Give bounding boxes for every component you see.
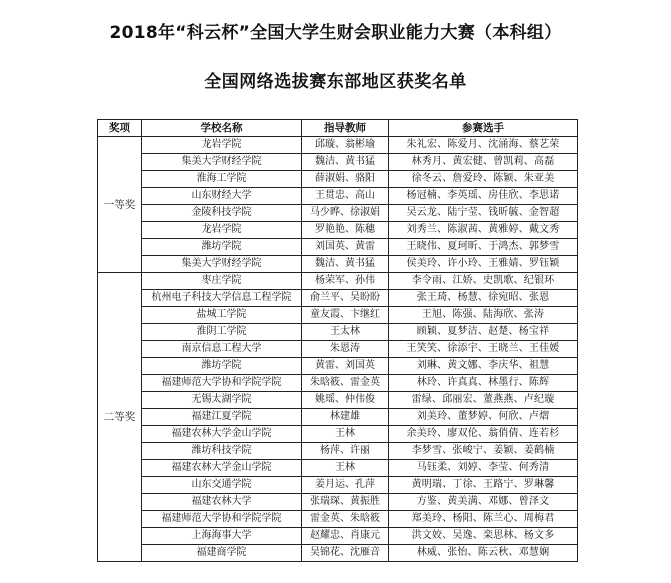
players-cell: 方鉴、黄美满、邓娜、曾泽文 — [389, 494, 578, 511]
table-row — [98, 477, 578, 494]
teachers-cell: 雷金英、朱晗筱 — [302, 511, 389, 528]
players-cell: 李梦雪、张峻宁、姜颖、姜鹤楠 — [389, 443, 578, 460]
players-cell: 杨冠楠、李英瑶、房佳欣、李思诺 — [389, 188, 578, 205]
teachers-cell: 王贯忠、高山 — [302, 188, 389, 205]
school-name-cell: 集美大学财经学院 — [142, 256, 302, 273]
teachers-cell: 邱璇、翁彬瑜 — [302, 137, 389, 154]
table-row — [98, 307, 578, 324]
teachers-cell: 王林 — [302, 460, 389, 477]
table-row — [98, 239, 578, 256]
players-cell: 刘琳、黄文娜、李庆华、祖慧 — [389, 358, 578, 375]
table-row — [98, 392, 578, 409]
players-cell: 林威、张怡、陈云秋、邓慧娴 — [389, 545, 578, 562]
teachers-cell: 罗艳艳、陈穗 — [302, 222, 389, 239]
table-row — [98, 409, 578, 426]
teachers-cell: 魏洁、黄书猛 — [302, 154, 389, 171]
players-cell: 王晓伟、夏珂昕、于鸿杰、郭梦雪 — [389, 239, 578, 256]
table-row — [98, 443, 578, 460]
school-name-cell: 盐城工学院 — [142, 307, 302, 324]
teachers-cell: 张瑞琛、黄振胜 — [302, 494, 389, 511]
teachers-cell: 姚瑶、仲伟俊 — [302, 392, 389, 409]
table-row — [98, 324, 578, 341]
players-cell: 郑美玲、杨阳、陈兰心、周梅君 — [389, 511, 578, 528]
school-name-cell: 淮阴工学院 — [142, 324, 302, 341]
teachers-cell: 朱恩涛 — [302, 341, 389, 358]
players-cell: 李令雨、江娇、史凯歌、纪银环 — [389, 273, 578, 290]
school-name-cell: 枣庄学院 — [142, 273, 302, 290]
table-row — [98, 154, 578, 171]
players-cell: 余美玲、廖双伦、翁俏倩、连若杉 — [389, 426, 578, 443]
document-title: 2018年“科云杯”全国大学生财会职业能力大赛（本科组） — [109, 23, 562, 43]
players-cell: 刘秀兰、陈淑茜、黄雅婷、戴文秀 — [389, 222, 578, 239]
table-row — [98, 188, 578, 205]
table-row — [98, 256, 578, 273]
players-cell: 黄明瑞、丁徐、王路宁、罗琳馨 — [389, 477, 578, 494]
column-header-award: 奖项 — [98, 120, 142, 137]
school-name-cell: 龙岩学院 — [142, 222, 302, 239]
school-name-cell: 潍坊学院 — [142, 239, 302, 256]
teachers-cell: 林建雄 — [302, 409, 389, 426]
teachers-cell: 朱晗筱、雷金英 — [302, 375, 389, 392]
table-row — [98, 205, 578, 222]
table-row — [98, 341, 578, 358]
school-name-cell: 福建师范大学协和学院学院 — [142, 511, 302, 528]
players-cell: 林秀月、黄宏健、曾凯莉、高磊 — [389, 154, 578, 171]
players-cell: 王笑笑、徐添宇、王晓兰、王佳媛 — [389, 341, 578, 358]
awards-table — [97, 119, 578, 562]
players-cell: 徐冬云、詹爱玲、陈颖、朱亚美 — [389, 171, 578, 188]
document-subtitle: 全国网络选拔赛东部地区获奖名单 — [204, 72, 467, 92]
table-row — [98, 545, 578, 562]
teachers-cell: 薛淑娟、骆阳 — [302, 171, 389, 188]
teachers-cell: 王林 — [302, 426, 389, 443]
table-row — [98, 273, 578, 290]
players-cell: 刘美玲、董梦婷、何欣、卢熠 — [389, 409, 578, 426]
players-cell: 洪文姣、吴逸、栾思林、杨文多 — [389, 528, 578, 545]
school-name-cell: 潍坊学院 — [142, 358, 302, 375]
players-cell: 林玲、许真真、林墨行、陈辉 — [389, 375, 578, 392]
school-name-cell: 杭州电子科技大学信息工程学院 — [142, 290, 302, 307]
teachers-cell: 吴锦花、沈雁音 — [302, 545, 389, 562]
awards-table-body — [98, 137, 578, 562]
teachers-cell: 俞兰平、吴盼盼 — [302, 290, 389, 307]
school-name-cell: 福建商学院 — [142, 545, 302, 562]
school-name-cell: 龙岩学院 — [142, 137, 302, 154]
table-row — [98, 375, 578, 392]
award-level-cell: 二等奖 — [98, 273, 142, 562]
teachers-cell: 杨荣军、孙伟 — [302, 273, 389, 290]
teachers-cell: 魏洁、黄书猛 — [302, 256, 389, 273]
teachers-cell: 杨萍、许丽 — [302, 443, 389, 460]
school-name-cell: 金陵科技学院 — [142, 205, 302, 222]
column-header-teachers: 指导教师 — [302, 120, 389, 137]
school-name-cell: 上海海事大学 — [142, 528, 302, 545]
table-row — [98, 494, 578, 511]
players-cell: 顾颖、夏梦洁、赵楚、杨宝祥 — [389, 324, 578, 341]
school-name-cell: 福建农林大学金山学院 — [142, 426, 302, 443]
school-name-cell: 福建江夏学院 — [142, 409, 302, 426]
teachers-cell: 刘国英、黄雷 — [302, 239, 389, 256]
table-row — [98, 460, 578, 477]
table-row — [98, 290, 578, 307]
players-cell: 侯美玲、许小玲、王雅婧、罗钰颖 — [389, 256, 578, 273]
school-name-cell: 山东财经大学 — [142, 188, 302, 205]
table-row — [98, 171, 578, 188]
table-row — [98, 511, 578, 528]
teachers-cell: 姜月运、孔萍 — [302, 477, 389, 494]
school-name-cell: 福建农林大学 — [142, 494, 302, 511]
column-header-school: 学校名称 — [142, 120, 302, 137]
table-header-row — [98, 120, 578, 137]
table-row — [98, 222, 578, 239]
school-name-cell: 福建农林大学金山学院 — [142, 460, 302, 477]
column-header-players: 参赛选手 — [389, 120, 578, 137]
school-name-cell: 福建师范大学协和学院学院 — [142, 375, 302, 392]
table-row — [98, 358, 578, 375]
teachers-cell: 王太林 — [302, 324, 389, 341]
players-cell: 朱礼宏、陈爱月、沈涌海、蔡艺荣 — [389, 137, 578, 154]
players-cell: 王旭、陈强、陆海欣、张涛 — [389, 307, 578, 324]
school-name-cell: 南京信息工程大学 — [142, 341, 302, 358]
table-row — [98, 528, 578, 545]
players-cell: 张王琦、杨慧、徐宛昭、张恩 — [389, 290, 578, 307]
teachers-cell: 赵耀忠、肖康元 — [302, 528, 389, 545]
players-cell: 吴云龙、陆宁莹、钱昕毓、金智超 — [389, 205, 578, 222]
teachers-cell: 童友霞、卞继红 — [302, 307, 389, 324]
teachers-cell: 黄雷、刘国英 — [302, 358, 389, 375]
school-name-cell: 淮海工学院 — [142, 171, 302, 188]
table-row — [98, 426, 578, 443]
award-level-cell: 一等奖 — [98, 137, 142, 273]
players-cell: 马钰柔、刘婷、李莹、何秀清 — [389, 460, 578, 477]
table-row — [98, 137, 578, 154]
school-name-cell: 潍坊科技学院 — [142, 443, 302, 460]
school-name-cell: 山东交通学院 — [142, 477, 302, 494]
school-name-cell: 无锡太湖学院 — [142, 392, 302, 409]
teachers-cell: 马少晔、徐淑娟 — [302, 205, 389, 222]
school-name-cell: 集美大学财经学院 — [142, 154, 302, 171]
players-cell: 雷绿、邱丽宏、董燕燕、卢纪璇 — [389, 392, 578, 409]
